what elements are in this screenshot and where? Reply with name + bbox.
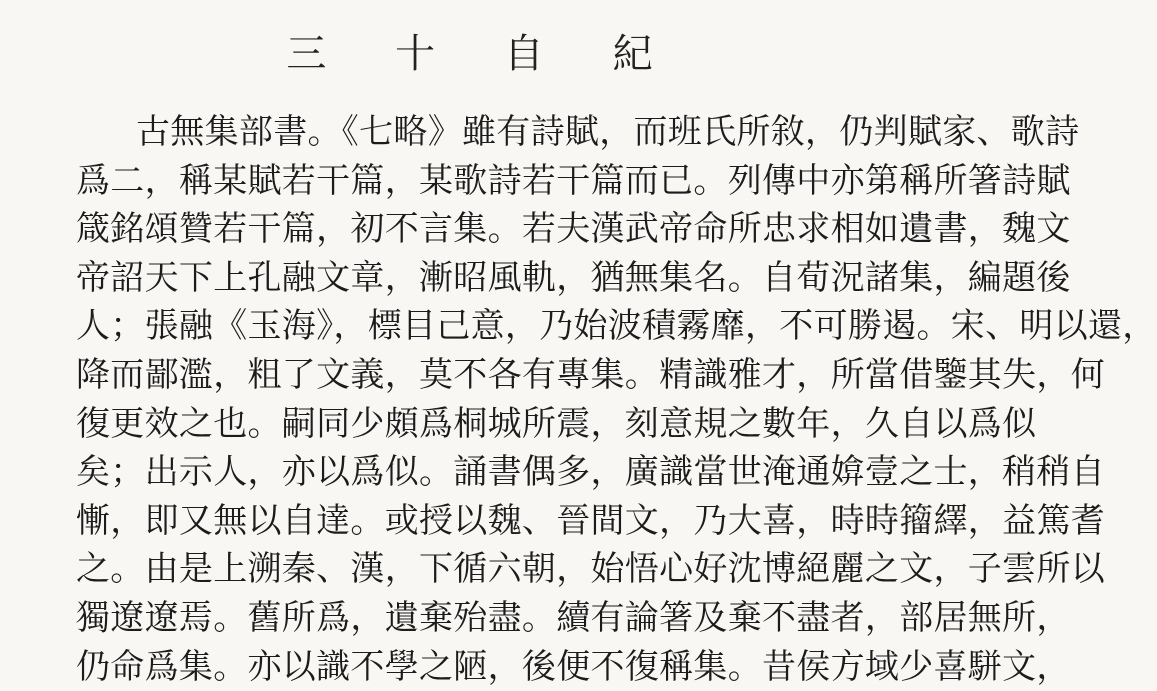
text-line: 矣；出示人，亦以爲似。誦書偶多，廣識當世淹通媕壹之士，稍稍自: [76, 452, 1105, 493]
text-line: 箴銘頌贊若干篇，初不言集。若夫漢武帝命所忠求相如遺書，魏文: [76, 209, 1071, 250]
text-line: 慚，即又無以自達。或授以魏、晉間文，乃大喜，時時籀繹，益篤耆: [76, 500, 1105, 541]
page-title: 三 十 自 紀: [286, 31, 681, 77]
text-line: 爲二，稱某賦若干篇，某歌詩若干篇而已。列傳中亦第稱所箸詩賦: [76, 160, 1071, 201]
text-line: 獨遼遼焉。舊所爲，遺棄殆盡。續有論箸及棄不盡者，部居無所，: [76, 597, 1071, 638]
text-line: 帝詔天下上孔融文章，漸昭風軌，猶無集名。自荀況諸集，編題後: [76, 257, 1071, 298]
text-line: 仍命爲集。亦以識不學之陋，後便不復稱集。昔侯方域少喜駢文，: [76, 646, 1071, 687]
text-line: 降而鄙濫，粗了文義，莫不各有專集。精識雅才，所當借鑒其失，何: [76, 354, 1105, 395]
body-text: [76, 108, 1157, 691]
text-line: 之。由是上溯秦、漢，下循六朝，始悟心好沈博絕麗之文，子雲所以: [76, 549, 1105, 590]
text-line: 古無集部書。《七略》雖有詩賦，而班氏所敘，仍判賦家、歌詩: [136, 112, 1080, 152]
text-line: 復更效之也。嗣同少頗爲桐城所震，刻意規之數年，久自以爲似: [76, 403, 1037, 444]
text-line: 人；張融《玉海》，標目己意，乃始波積霧靡，不可勝遏。宋、明以還，: [76, 306, 1157, 347]
